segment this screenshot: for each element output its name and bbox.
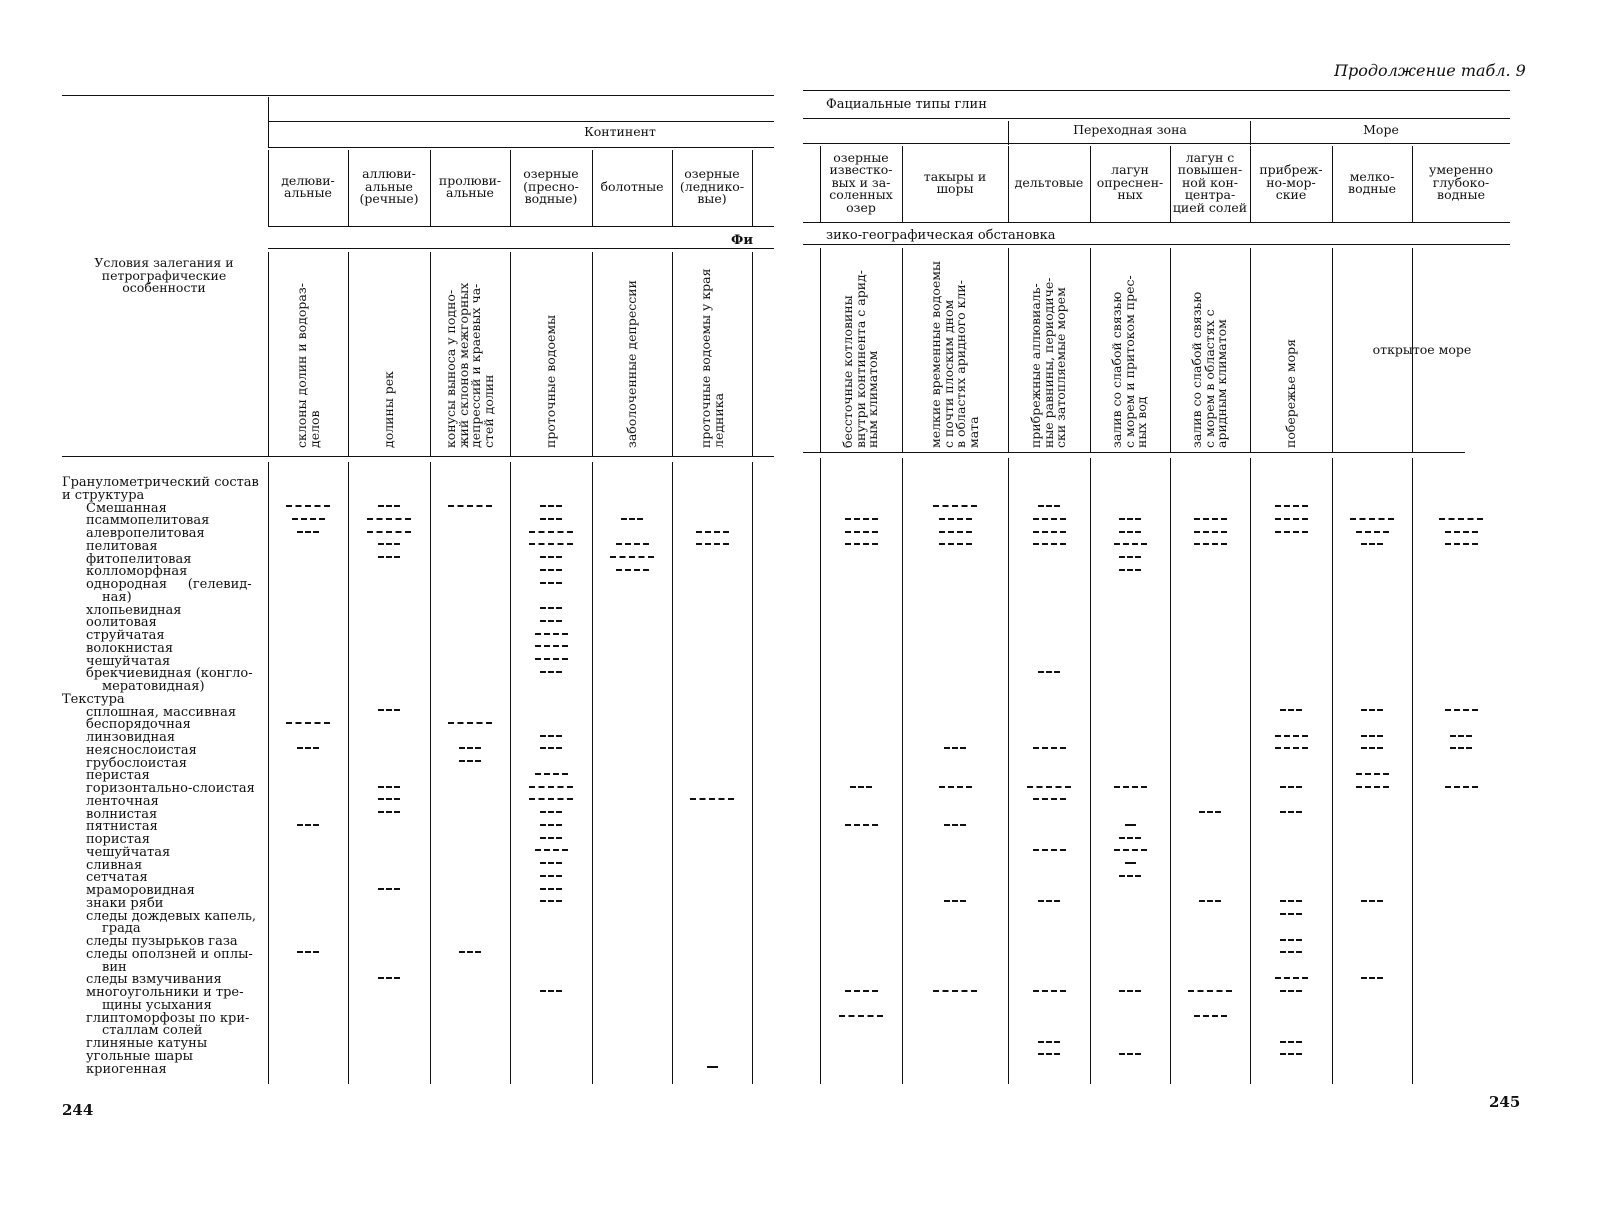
- group-sea: Море: [1363, 121, 1399, 137]
- occurrence-mark: [1275, 531, 1308, 533]
- occurrence-mark: [1038, 900, 1060, 902]
- occurrence-mark: [845, 543, 878, 545]
- occurrence-mark: [1280, 1041, 1302, 1043]
- occurrence-mark: [1275, 747, 1308, 749]
- occurrence-mark: [1275, 735, 1308, 737]
- row-label: следы оползней и оплы-: [86, 946, 253, 962]
- row-label: чешуйчатая: [86, 653, 171, 669]
- occurrence-mark: [529, 798, 573, 800]
- occurrence-mark: [535, 773, 568, 775]
- row-label: многоугольники и тре-: [86, 985, 244, 1000]
- occurrence-mark: [448, 722, 492, 724]
- occurrence-mark: [535, 645, 568, 647]
- rule: [268, 252, 269, 456]
- occurrence-mark: [540, 569, 562, 571]
- rule: [902, 248, 903, 452]
- column-setting-3: проточные водоемы: [542, 314, 558, 448]
- row-label: следы дождевых капель,: [86, 908, 257, 924]
- row-label: сталлам солей: [102, 1023, 203, 1039]
- occurrence-mark: [378, 556, 400, 558]
- occurrence-mark: [1280, 1053, 1302, 1055]
- occurrence-mark: [448, 505, 492, 507]
- column-type-5: озерные (леднико- вые): [679, 166, 745, 207]
- rule: [510, 462, 511, 1084]
- occurrence-mark: [367, 531, 411, 533]
- rule: [510, 252, 511, 456]
- occurrence-mark: [1038, 671, 1060, 673]
- occurrence-mark: [1188, 990, 1232, 992]
- column-setting-1: долины рек: [380, 371, 396, 448]
- row-label: перистая: [86, 768, 150, 784]
- column-setting-9: залив со слабой связью с морем и притоком прес- ных вод: [1109, 275, 1150, 448]
- occurrence-mark: [286, 505, 330, 507]
- occurrence-mark: [1038, 1041, 1060, 1043]
- occurrence-mark: [1199, 811, 1221, 813]
- occurrence-mark: [540, 735, 562, 737]
- occurrence-mark: [297, 824, 319, 826]
- row-label: линзовидная: [86, 730, 176, 745]
- row-label: колломорфная: [86, 564, 188, 580]
- rule: [1008, 121, 1009, 145]
- rule: [1250, 121, 1251, 145]
- row-label: струйчатая: [86, 628, 165, 643]
- occurrence-mark: [1280, 913, 1302, 915]
- column-type-0: делюви- альные: [281, 172, 335, 200]
- occurrence-mark: [1119, 1053, 1141, 1055]
- occurrence-mark: [1439, 518, 1483, 520]
- occurrence-mark: [1356, 531, 1389, 533]
- rule: [820, 248, 821, 452]
- column-setting-8: прибрежные аллювиаль- ные равнины, периодиче- ски затопляемые морем: [1028, 277, 1069, 448]
- rule: [902, 458, 903, 1084]
- occurrence-mark: [540, 811, 562, 813]
- occurrence-mark: [1361, 735, 1383, 737]
- occurrence-mark: [1114, 849, 1147, 851]
- occurrence-mark: [1361, 747, 1383, 749]
- column-type-9: лагун опреснен- ных: [1096, 162, 1164, 203]
- row-label: следы пузырьков газа: [86, 934, 238, 949]
- occurrence-mark: [850, 786, 872, 788]
- rule: [268, 226, 774, 227]
- rule: [268, 97, 269, 147]
- occurrence-mark: [1119, 518, 1141, 520]
- rule: [1170, 248, 1171, 452]
- occurrence-mark: [378, 786, 400, 788]
- row-label: и структура: [62, 487, 145, 503]
- row-label: следы взмучивания: [86, 972, 222, 988]
- rule: [592, 252, 593, 456]
- row-label: неяснослоистая: [86, 742, 197, 758]
- occurrence-mark: [1119, 990, 1141, 992]
- occurrence-mark: [540, 505, 562, 507]
- occurrence-mark: [540, 888, 562, 890]
- table-title: Фациальные типы глин: [826, 97, 987, 112]
- occurrence-mark: [540, 900, 562, 902]
- occurrence-mark: [1280, 811, 1302, 813]
- occurrence-mark: [939, 518, 972, 520]
- occurrence-mark: [1119, 531, 1141, 533]
- occurrence-mark: [459, 760, 481, 762]
- occurrence-mark: [944, 747, 966, 749]
- rule: [1090, 248, 1091, 452]
- rule: [1332, 248, 1333, 452]
- column-setting-5: проточные водоемы у края ледника: [697, 268, 725, 448]
- occurrence-mark: [1445, 786, 1478, 788]
- occurrence-mark: [540, 837, 562, 839]
- occurrence-mark: [378, 543, 400, 545]
- occurrence-mark: [297, 747, 319, 749]
- column-setting-0: склоны долин и водораз- делов: [293, 283, 321, 448]
- column-setting-4: заболоченные депрессии: [623, 280, 639, 448]
- occurrence-mark: [1275, 518, 1308, 520]
- rule: [268, 462, 269, 1084]
- occurrence-mark: [529, 531, 573, 533]
- row-label: Текстура: [62, 691, 125, 707]
- occurrence-mark: [1445, 531, 1478, 533]
- occurrence-mark: [1280, 786, 1302, 788]
- row-label: брекчиевидная (конгло-: [86, 666, 253, 682]
- rule: [803, 143, 1510, 144]
- row-label: града: [102, 921, 141, 937]
- rule: [592, 462, 593, 1084]
- occurrence-mark: [933, 990, 977, 992]
- column-type-1: аллюви- альные (речные): [359, 166, 419, 207]
- occurrence-mark: [616, 569, 649, 571]
- occurrence-mark: [535, 633, 568, 635]
- header-bottom-rule-left: [62, 456, 774, 457]
- rule: [1250, 248, 1251, 452]
- column-type-8: дельтовые: [1014, 174, 1084, 190]
- occurrence-mark: [1450, 747, 1472, 749]
- occurrence-mark: [1038, 1053, 1060, 1055]
- occurrence-mark: [297, 531, 319, 533]
- occurrence-mark: [845, 824, 878, 826]
- occurrence-mark: [933, 505, 977, 507]
- row-label: глиптоморфозы по кри-: [86, 1010, 250, 1026]
- occurrence-mark: [944, 824, 966, 826]
- occurrence-mark: [378, 505, 400, 507]
- column-type-3: озерные (пресно- водные): [523, 166, 579, 207]
- rule: [1170, 458, 1171, 1084]
- occurrence-mark: [1033, 990, 1066, 992]
- occurrence-mark: [1361, 709, 1383, 711]
- rule: [1412, 248, 1413, 452]
- occurrence-mark: [1119, 569, 1141, 571]
- occurrence-mark: [1194, 1015, 1227, 1017]
- occurrence-mark: [1361, 543, 1383, 545]
- occurrence-mark: [1033, 518, 1066, 520]
- occurrence-mark: [378, 977, 400, 979]
- occurrence-mark: [1033, 849, 1066, 851]
- occurrence-mark: [1194, 543, 1227, 545]
- column-type-4: болотные: [600, 178, 664, 194]
- continent-rule: [268, 121, 774, 122]
- rule: [752, 462, 753, 1084]
- column-setting-6: бессточные котловины внутри континента с арид- ным климатом: [840, 270, 881, 448]
- row-label: криогенная: [86, 1061, 167, 1077]
- occurrence-mark: [378, 798, 400, 800]
- occurrence-mark: [378, 709, 400, 711]
- occurrence-mark: [1114, 786, 1147, 788]
- occurrence-mark: [540, 582, 562, 584]
- fiz-right: зико-географическая обстановка: [826, 228, 1056, 243]
- occurrence-mark: [1450, 735, 1472, 737]
- occurrence-mark: [944, 900, 966, 902]
- row-label: сплошная, массивная: [86, 704, 237, 720]
- row-label: знаки ряби: [86, 895, 164, 911]
- group-transition: Переходная зона: [1073, 121, 1187, 137]
- occurrence-mark: [696, 543, 729, 545]
- occurrence-mark: [297, 951, 319, 953]
- row-label: волнистая: [86, 806, 158, 822]
- row-label: глиняные катуны: [86, 1036, 208, 1051]
- page-number-left: 244: [62, 1101, 94, 1119]
- column-type-10: лагун с повышен- ной кон- центра- цией солей: [1172, 149, 1248, 215]
- occurrence-mark: [1033, 543, 1066, 545]
- occurrence-mark: [1356, 773, 1389, 775]
- rule: [1008, 248, 1009, 452]
- continuation-caption: Продолжение табл. 9: [1334, 61, 1526, 80]
- rule: [268, 147, 774, 148]
- occurrence-mark: [1114, 543, 1147, 545]
- occurrence-mark: [1194, 531, 1227, 533]
- row-label: пористая: [86, 832, 150, 847]
- column-type-12: мелко- водные: [1348, 168, 1396, 196]
- rule: [348, 462, 349, 1084]
- occurrence-mark: [459, 951, 481, 953]
- occurrence-mark: [1445, 543, 1478, 545]
- top-rule-left: [62, 95, 774, 96]
- occurrence-mark: [939, 786, 972, 788]
- row-label: фитопелитовая: [86, 551, 192, 567]
- occurrence-mark: [845, 531, 878, 533]
- row-label: пелитовая: [86, 538, 158, 554]
- occurrence-mark: [540, 875, 562, 877]
- occurrence-mark: [1038, 505, 1060, 507]
- occurrence-mark: [535, 849, 568, 851]
- rule: [348, 252, 349, 456]
- rule: [430, 462, 431, 1084]
- occurrence-mark: [1194, 518, 1227, 520]
- occurrence-mark: [1280, 990, 1302, 992]
- row-label: угольные шары: [86, 1048, 193, 1064]
- occurrence-mark: [529, 543, 573, 545]
- row-label: сливная: [86, 857, 143, 873]
- occurrence-mark: [939, 543, 972, 545]
- occurrence-mark: [621, 518, 643, 520]
- occurrence-mark: [1033, 798, 1066, 800]
- row-label: щины усыхания: [102, 997, 212, 1013]
- fiz-left: Фи: [731, 233, 753, 248]
- row-label: Смешанная: [86, 500, 167, 516]
- row-label: вин: [102, 959, 127, 975]
- occurrence-mark: [540, 518, 562, 520]
- rule: [430, 252, 431, 456]
- row-label: ленточная: [86, 793, 159, 809]
- rule: [1090, 458, 1091, 1084]
- occurrence-mark: [540, 862, 562, 864]
- occurrence-mark: [540, 556, 562, 558]
- occurrence-mark: [1361, 900, 1383, 902]
- occurrence-mark: [529, 786, 573, 788]
- occurrence-mark: [540, 824, 562, 826]
- rule: [1250, 458, 1251, 1084]
- occurrence-mark: [1275, 977, 1308, 979]
- row-label: сетчатая: [86, 870, 148, 886]
- occurrence-mark: [378, 811, 400, 813]
- column-setting-7: мелкие временные водоемы с почти плоским дном в областях аридного кли- мата: [928, 261, 981, 448]
- page-number-right: 245: [1489, 1093, 1521, 1111]
- occurrence-mark: [610, 556, 654, 558]
- occurrence-mark: [1445, 709, 1478, 711]
- occurrence-mark: [459, 747, 481, 749]
- occurrence-mark: [1027, 786, 1071, 788]
- occurrence-mark: [535, 658, 568, 660]
- column-type-7: такыры и шоры: [923, 168, 987, 196]
- rule: [672, 252, 673, 456]
- row-label: горизонтально-слоистая: [86, 781, 255, 796]
- occurrence-mark: [540, 990, 562, 992]
- occurrence-mark: [1119, 837, 1141, 839]
- occurrence-mark: [540, 607, 562, 609]
- occurrence-mark: [540, 747, 562, 749]
- rule: [672, 462, 673, 1084]
- column-setting-2: конусы выноса у подно- жий склонов межгорных депрессий и краевых ча- стей долин: [443, 282, 496, 448]
- occurrence-mark: [616, 543, 649, 545]
- open-sea-label: открытое море: [1372, 341, 1472, 357]
- rule: [803, 118, 1510, 119]
- occurrence-mark: [839, 1015, 883, 1017]
- row-label: беспорядочная: [86, 717, 191, 733]
- row-label: мраморовидная: [86, 883, 195, 898]
- occurrence-mark: [939, 531, 972, 533]
- row-label: псаммопелитовая: [86, 513, 210, 529]
- occurrence-mark: [1350, 518, 1394, 520]
- occurrence-mark: [1033, 747, 1066, 749]
- row-label: оолитовая: [86, 615, 157, 631]
- rule: [803, 244, 1510, 245]
- column-type-2: пролюви- альные: [438, 172, 502, 200]
- rule: [820, 458, 821, 1084]
- occurrence-mark: [1361, 977, 1383, 979]
- occurrence-mark: [292, 518, 325, 520]
- occurrence-mark: [1199, 900, 1221, 902]
- occurrence-mark: [1033, 531, 1066, 533]
- occurrence-mark: [1125, 824, 1136, 826]
- corner-label: Условия залегания и петрографические особенности: [94, 255, 234, 296]
- occurrence-mark: [1119, 875, 1141, 877]
- rule: [1332, 458, 1333, 1084]
- occurrence-mark: [1275, 505, 1308, 507]
- rule: [752, 252, 753, 456]
- column-type-13: умеренно глубоко- водные: [1428, 162, 1494, 203]
- occurrence-mark: [1280, 939, 1302, 941]
- row-label: алевропелитовая: [86, 526, 205, 541]
- row-label: чешуйчатая: [86, 844, 171, 860]
- row-label: Гранулометрический состав: [62, 475, 259, 490]
- occurrence-mark: [540, 671, 562, 673]
- occurrence-mark: [1280, 951, 1302, 953]
- row-label: грубослоистая: [86, 755, 187, 771]
- rule: [268, 248, 774, 249]
- rule: [1412, 458, 1413, 1084]
- occurrence-mark: [707, 1066, 718, 1068]
- row-label: волокнистая: [86, 640, 174, 656]
- row-label: однородная (гелевид-: [86, 577, 252, 592]
- row-label: мератовидная): [102, 679, 205, 694]
- occurrence-mark: [1125, 862, 1136, 864]
- occurrence-mark: [367, 518, 411, 520]
- column-type-11: прибреж- но-мор- ские: [1259, 162, 1323, 203]
- occurrence-mark: [1280, 709, 1302, 711]
- group-continent: Континент: [584, 123, 656, 139]
- rule: [752, 150, 753, 226]
- occurrence-mark: [378, 888, 400, 890]
- occurrence-mark: [696, 531, 729, 533]
- occurrence-mark: [690, 798, 734, 800]
- occurrence-mark: [286, 722, 330, 724]
- rule: [803, 222, 1510, 223]
- column-type-6: озерные известко- вых и за- соленных озер: [829, 149, 893, 215]
- top-rule-right: [803, 90, 1510, 91]
- occurrence-mark: [845, 518, 878, 520]
- row-label: пятнистая: [86, 819, 158, 835]
- occurrence-mark: [1280, 900, 1302, 902]
- occurrence-mark: [540, 620, 562, 622]
- occurrence-mark: [1356, 786, 1389, 788]
- occurrence-mark: [845, 990, 878, 992]
- column-setting-11: побережье моря: [1282, 339, 1298, 448]
- row-label: ная): [102, 589, 132, 605]
- occurrence-mark: [1119, 556, 1141, 558]
- row-label: хлопьевидная: [86, 602, 182, 618]
- header-bottom-rule-right: [803, 452, 1465, 453]
- column-setting-10: залив со слабой связью с морем в областях с аридным климатом: [1189, 291, 1230, 448]
- rule: [1008, 458, 1009, 1084]
